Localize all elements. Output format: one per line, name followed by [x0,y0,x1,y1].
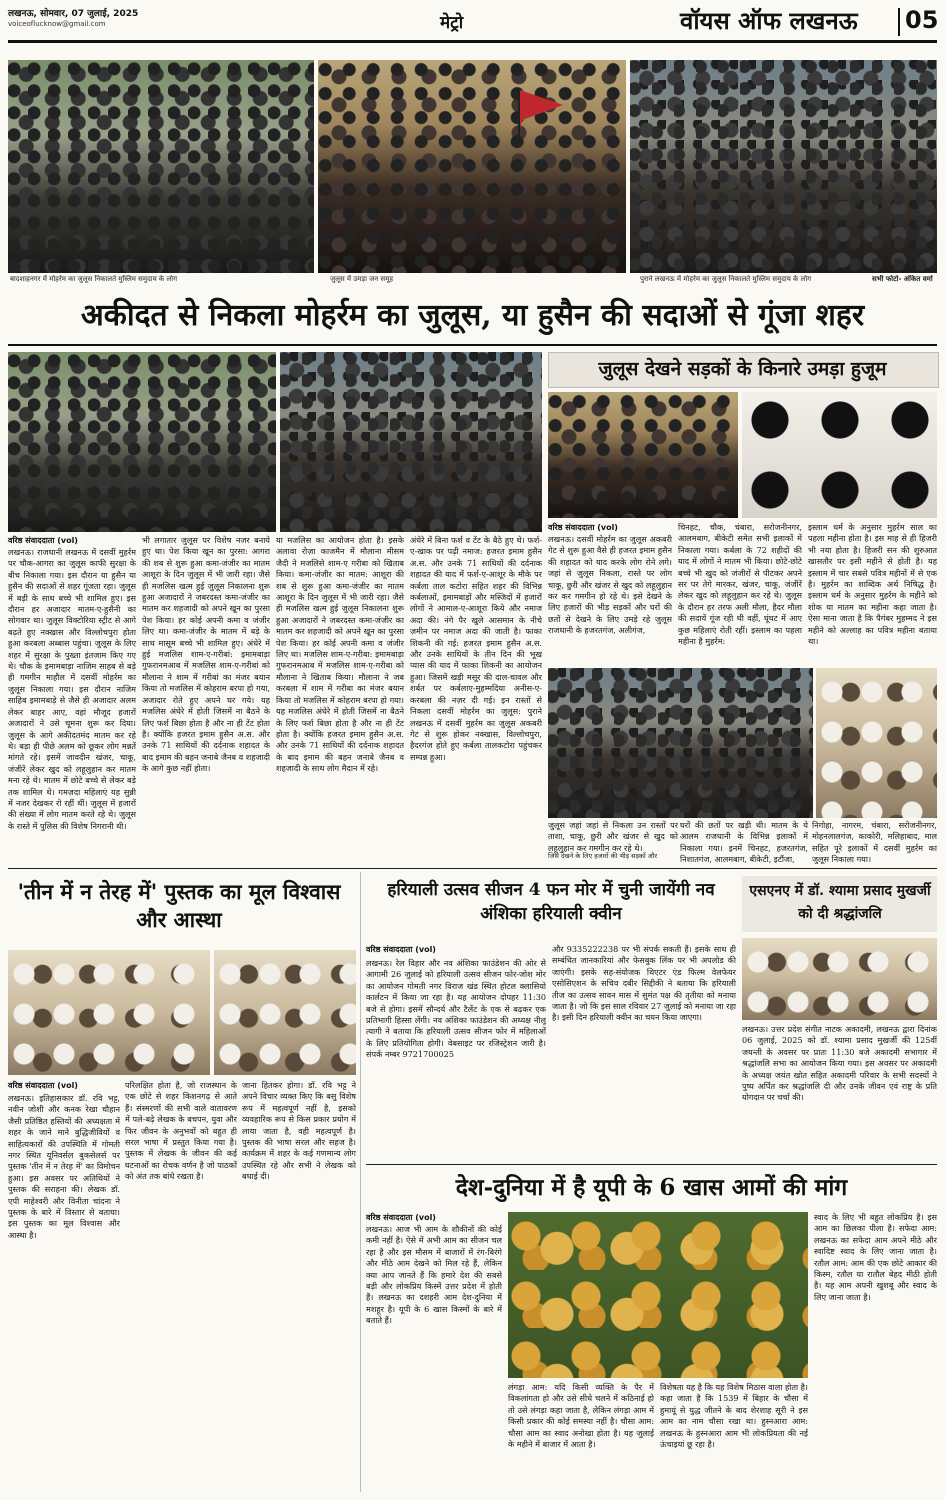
mango-col-3: विशेषता यह है कि यह विशेष मिठास वाला होता है। कहा जाता है कि 1539 में बिहार के चौसा में हुमायूं से युद्ध जीतने के बाद शेरशाह सूरी ने इस आम का नाम चौसा रखा था। हुस्नआरा आम: लखनऊ के हुस्नआरा आम भी लोकप्रियता की नई ऊंचाइयां छू रहा है। [660,1382,808,1450]
side-byline: वरिष्ठ संवाददाता (vol) [548,523,618,532]
mango-photo [508,1212,808,1378]
side-bottom-col-3: निगोहा, नागरम, चंबारा, सरोजनीनगर, मोहनलालगंज, काकोरी, मलिहाबाद, माल सहित पूरे इलाकों में दसवीं मुहर्रम का जुलूस निकाला गया। [812,820,937,864]
top-photo-caption-1: बादशाहनगर में मोहर्रम का जुलूस निकालते मुस्लिम समुदाय के लोग [10,275,178,283]
mango-col-2: लंगड़ा आम: यदि किसी व्यक्ति के पैर में विकलांगता हो और उसे सीधे चलने में कठिनाई हो तो उसे लंगड़ा कहा जाता है, लेकिन लंगड़ा आम में किसी प्रकार की कोई समस्या नहीं है। चौसा आम: चौसा आम का स्वाद अनोखा होता है। यह जुलाई के महीने में बाजार में आता है। [508,1382,654,1450]
masthead-date: लखनऊ, सोमवार, 07 जुलाई, 2025 [8,9,139,19]
photo-credit: सभी फोटो- अंकित वर्मा [872,275,933,283]
side-col-1: लखनऊ। दसवीं मोहर्रम का जुलूस अकबरी गेट से शुरू हुआ वैसे ही हजरत इमाम हुसैन की शहादत को याद करके लोग रोने लगे। जहां से जुलूस निकला, रास्ते पर लोग चाकू, छुरी और खंजर से खुद को लहूलुहान कर कर गमगीन हो रहे थे। इसे देखने के लिए हजारों की भीड़ सड़कों और घरों की छतों से देखने के लिए उमड़े रहे जुलूस राजधानी के हजरतगंज, अलीगंज, [548,534,672,636]
book-photo-1 [8,950,210,1075]
top-photo-caption-3: पुराने लखनऊ में मोहर्रम का जुलूस निकालते मुस्लिम समुदाय के लोग [640,275,812,283]
book-col-2: परिलक्षित होता है, जो राजस्थान के एक छोटे से शहर किशनगढ़ से आते हैं। संस्मरणों की सभी वाले वातावरण में पले-बढ़े लेखक के बचपन, युवा और फिर जीवन के अनुभवों को बहुत ही सरल भाषा में प्रस्तुत किया गया है। पुस्तक में लेखक के जीवन की कई घटनाओं का रोचक वर्णन है जो पाठकों को अंत तक बांधे रखता है। [125,1080,237,1182]
masthead-rule [8,40,937,43]
book-col-1: लखनऊ। इतिहासकार डॉ. रवि भट्ट, नवीन जोशी और कनक रेखा चौहान जैसी प्रतिष्ठित हस्तियों की अध्यक्षता में शहर के जाने माने बुद्धिजीवियों व साहित्यकारों की उपस्थिति में गोमती नगर स्थित यूनिवर्सल बुकसेलर्स पर पुस्तक 'तीन में न तेरह में' का विमोचन हुआ। इस अवसर पर अतिथियों ने पुस्तक की सराहना की। लेखक डॉ. एपी माहेश्वरी और विनीता चांदना ने पुस्तक के बारे में विस्तार से बताया। इस पुस्तक का मूल विश्वास और आस्था है। [8,1093,120,1240]
masthead-email: voiceoflucknow@gmail.com [8,20,106,28]
section-title: मेट्रो [440,13,464,33]
book-col-3: जाना हितकर होगा। डॉ. रवि भट्ट ने अपने विचार व्यक्त किए कि बसु विशेष रूप में महत्वपूर्ण नहीं है, इसको व्यवहारिक रूप से किस प्रकार प्रयोग में लाया जाता है, वही महत्वपूर्ण है। पुस्तक की भाषा सरल और सहज है। कार्यक्रम में शहर के कई गणमान्य लोग उपस्थित रहे और सभी ने लेखक को बधाई दी। [242,1080,356,1182]
book-headline: 'तीन में न तेरह में' पुस्तक का मूल विश्वास और आस्था [17,879,341,932]
book-photo-2 [214,950,356,1075]
page-number: 05 [905,6,939,34]
main-col-3: या मजलिस का आयोजन होता है। इसके अलावा रोज़ा काजमैन में मौलाना मीसम जैदी ने मजलिसे शाम-ए गरीबा को खिताब किया। कमा-जंजीर का मातम: आशूरा की शब से शुरू हुआ कमा-जंजीर का मातम आशूरा के दिन जुलूस में भी जारी रहा। जैसे ही मजलिस खत्म हुई जुलूस निकालना शुरू हुआ अजादारों ने जबरदस्त कमा-जंजीर का मातम कर शहजादी को अपने खून का पुरसा पेश किया। हर कोई अपनी कमा व जंजीर लिए था। मजलिस शाम-ए-गरीबा: इमामबाड़ा गुफरानमआब में मजलिस शाम-ए-गरीबा को मौलाना ने खिताब किया। मौलाना ने जब करबला में शाम में गरीबा का मंजर बयान किया तो मजलिस में कोहराम बरपा हो गया। यह मजलिस अंधेरे में होती जिसमें ना बैठने के लिए फर्श बिछा होता है और ना ही टेंट होता है। क्योंकि हजरत इमाम हुसैन अ.स. और उनके 71 साथियों की दर्दनाक शहादत के बाद इमाम की बहन जनाबे जैनब व शहजादी के साथ लोग मैदान में रहे। [276,535,404,774]
side-col-2: चिनहट, चौक, चंबारा, सरोजनीनगर, आलमबाग, बीकेटी समेत सभी इलाकों में निकाला गया। कर्बला के 72 शहीदों की याद में लोगों ने मातम भी किया। छोटे-छोटे बच्चे भी खुद को जंजीरों से पीटकर अपने सर पर तेगे मारकर, खंजर, चाकू, जंजीरें लेकर खुद को लहूलुहान कर रहे थे। जुलूस के दौरान हर तरफ अली मौला, हैदर मौला की सदायें गूंज रही थी वहीं, घूंघट में आए कुछ महिलाएं रोती रहीं। इस्लाम का पहला महीना है मुहर्रम: [678,522,802,647]
section-divider [8,868,937,869]
headline-rule [8,344,937,346]
side-bottom-col-2: जिसे देखने के लिए हजारों की भीड़ सड़कों और [548,852,658,860]
mango-col-1: लखनऊ। आज भी आम के शौकीनों की कोई कमी नहीं है। ऐसे में अभी आम का सीजन चल रहा है और इस मौसम में बाजारों में रंग-बिरंगे और मीठे आम देखने को मिल रहे हैं, लेकिन क्या आप जानते हैं कि हमारे देश की सबसे बड़ी और लोकप्रिय किस्में उत्तर प्रदेश में होती हैं। लखनऊ का दशहरी आम देश-दुनिया में मशहूर है। यूपी के 6 खास किस्मों के बारे में बताते हैं। [366,1224,502,1326]
top-photo-2 [318,60,626,273]
side-photo-3 [548,668,813,818]
tribute-photo [742,938,937,1020]
tribute-headline: एसएनए में डॉ. श्यामा प्रसाद मुखर्जी को दी श्रद्धांजलि [749,883,931,922]
masthead-divider [898,8,900,36]
book-byline: वरिष्ठ संवाददाता (vol) [8,1081,78,1090]
mango-byline: वरिष्ठ संवाददाता (vol) [366,1213,436,1222]
main-col-2: भी लगातार जुलूस पर विशेष नजर बनाये हुए था। पेश किया खून का पुरसा: आगरा की शब से शुरू हुआ कमा-जंजीर का मातम आशूरा के दिन जुलूस में भी जारी रहा। जैसे ही मजलिस खत्म हुई जुलूस निकालना शुरू हुआ अजादारों ने जबरदस्त कमा-जंजीर का मातम कर शहजादी को अपने खून का पुरसा पेश किया। हर कोई अपनी कमा व जंजीर लिए था। कमा-जंजीर के मातम में बड़े के साथ मासूम बच्चे भी शामिल हुए। अंधेरे में हुई मजलिस शाम-ए-गरीबां: इमामबाड़ा गुफरानमआब में मजलिस शाम-ए-गरीबां को मौलाना ने शाम में गरीबां का मंजर बयान किया तो मजलिस में कोहराम बरपा हो गया, अजादार रोते हुए अपने घर गये। यह मजलिस अंधेरे में होती जिसमें ना बैठने के लिए फर्श बिछा होता है और ना ही टेंट होता है। क्योंकि हजरत इमाम हुसैन अ.स. और उनके 71 साथियों की दर्दनाक शहादत के बाद इमाम की बहन जनाबे जैनब व शहजादी के आगे कुछ नहीं होता। [142,535,270,774]
main-photo-strip-caption: जुलूस जहां जहां से निकला उन रास्तों पर ताशा, चाकू, छुरी और खंजर से खुद को लहूलुहान कर गमगीन कर रहे थे। [548,820,678,853]
main-byline: वरिष्ठ संवाददाता (vol) [8,536,78,545]
hariyali-col-1: लखनऊ। रेल विहार और नव अंशिका फाउंडेशन की ओर से आगामी 26 जुलाई को हरियाली उत्सव सीजन फोर-जोश मोर का आयोजन गोमती नगर विराज खंड स्थित होटल क्लासियो कार्लटन में किया जा रहा है। यह आयोजन दोपहर 11:30 बजे से होगा। इसमें सौन्दर्य और टैलेंट के एक से बढ़कर एक प्रतिभागी हिस्सा लेंगी। नव अंशिका फाउंडेशन की अध्यक्ष नीलू त्यागी ने बताया कि हरियाली उत्सव सीजन फोर में महिलाओं के लिए प्रतियोगिता होगी। वेबसाइट पर रजिस्ट्रेशन जारी है। संपर्क नम्बर 9721700025 [366,958,546,1060]
masthead [0,0,945,46]
side-photo-2 [742,392,937,518]
main-col-4: अंधेरे में बिना फर्श व टेंट के बैठे हुए थे। फर्श-ए-खाक पर पढ़ी नमाज: हजरत इमाम हुसैन अ.स. और उनके 71 साथियों की दर्दनाक शहादत की याद में फर्श-ए-आशूर के मौके पर कर्बला ताल कटोरा सहित शहर की विभिन्न कर्बलाओं, इमामबाड़ों और मस्जिदों में हजारों लोगों ने आमाल-ए-आशूरा किये और नमाज अदा की। नंगे पैर खुले आसमान के नीचे ज़मीन पर नमाज अदा की जाती है। फाका शिकनी की गई: हजरत इमाम हुसैन अ.स. और उनके साथियों के तीन दिन की भूख प्यास की याद में फाका शिकनी का आयोजन हुआ। जिसमें खड़ी मसूर की दाल-चावल और शर्बत पर कर्बलाए-मुहम्मदिया अनीस-ए-करबला की नज़र दी गई। इन रास्तों से निकला दसवीं मोहर्रम का जुलूस: पुराने लखनऊ में दसवीं मुहर्रम का जुलूस अकबरी गेट से शुरू होकर नक्खास, विल्लोचपुरा, हैदरगंज होते हुए कर्बला तालकटोरा पहुंचकर सम्पन्न हुआ। [410,535,542,762]
main-photo-1 [8,352,276,532]
top-photo-1 [8,60,314,273]
mango-headline: देश-दुनिया में है यूपी के 6 खास आमों की मांग [455,1174,848,1201]
side-bottom-col-1: घरों की छतों पर खड़ी थी। मातम के ये आलम राजधानी के विभिन्न इलाकों में निकाला गया। इनमें चिनहट, हजरतगंज, निशातगंज, आलमबाग, बीकेटी, इटौंजा, [680,820,808,864]
hariyali-col-2: और 9335222238 पर भी संपर्क सकती हैं। इसके साथ ही सम्बंधित जानकारियां और फेसबुक लिंक पर भी अपलोड की जाएंगी। इसके सह-संयोजक थिएटर एंड फिल्म वेलफेयर एसोसिएशन के सचिव दबीर सिद्दीकी ने बताया कि हरियाली तीज का उत्सव सावन मास में सुमंत पक्ष की तृतीया को मनाया जाता है। जो कि इस साल रविवार 27 जुलाई को मनाया जा रहा है। इसी दिन हरियाली क्वीन का चयन किया जाएगा। [552,944,736,1023]
top-photo-caption-2: जुलूस में उमड़ा जन समूह [330,275,394,283]
top-photo-3 [630,60,937,273]
main-headline: अकीदत से निकला मोहर्रम का जुलूस, या हुसैन की सदाओं से गूंजा शहर [80,298,865,333]
side-photo-1 [548,392,738,518]
side-photo-4 [816,668,937,818]
mango-col-4: स्वाद के लिए भी बहुत लोकप्रिय है। इस आम का छिलका पीला है। सफेदा आम: लखनऊ का सफेदा आम अपने मीठे और स्वादिष्ट स्वाद के लिए जाना जाता है। रतौल आम: आम की एक छोटे आकार की किस्म, रतौल या रातौल बेहद मीठी होती है। यह आम अपनी खुशबू और स्वाद के लिए जाना जाता है। [814,1212,937,1302]
tribute-body: लखनऊ। उत्तर प्रदेश संगीत नाटक अकादमी, लखनऊ द्वारा दिनांक 06 जुलाई, 2025 को डॉ. श्यामा प्रसाद मुखर्जी की 125वीं जयन्ती के अवसर पर प्रातः 11:30 बजे अकादमी सभागार में श्रद्धांजलि सभा का आयोजन किया गया। इस अवसर पर अकादमी के अध्यक्ष जयंत खोत सहित अकादमी परिवार के सभी सदस्यों ने पुष्प अर्पित कर श्रद्धांजलि दी और उनके जीवन एवं राष्ट्र के प्रति योगदान पर चर्चा की। [742,1024,937,1103]
mango-divider [366,1164,937,1165]
paper-name: वॉयस ऑफ लखनऊ [680,6,858,35]
side-col-3: इस्लाम धर्म के अनुसार मुहर्रम साल का पहला महीना होता है। इस माह से ही हिजरी भी नया होता है। हिजरी सन की शुरुआत खासतौर पर इसी महीने से होती है। यह इस्लाम में चार सबसे पवित्र महीनों में से एक है। मुहर्रम का शाब्दिक अर्थ निषिद्ध है। इस्लाम धर्म के अनुसार मुहर्रम के महीने को शोक या मातम का महीना कहा जाता है। ऐसा माना जाता है कि पैगंबर मुहम्मद ने इस महीने को अल्लाह का पवित्र महीना बताया था। [808,522,937,647]
hariyali-byline: वरिष्ठ संवाददाता (vol) [366,945,436,954]
flag-icon [508,85,568,145]
hariyali-headline: हरियाली उत्सव सीजन 4 फन मोर में चुनी जायेंगी नव अंशिका हरियाली क्वीन [387,880,715,924]
main-col-1: लखनऊ। राजधानी लखनऊ में दसवीं मुहर्रम पर चौक-आगरा का जुलूस काफी सुरक्षा के बीच निकाला गया। इस दौरान या हुसैन या हुसैन की सदाओं से शहर गूंजता रहा। जुलूस में बड़ी के साथ बच्चे भी शामिल हुए। इस दौरान हर अजादार मातम-ए-हुसैनी का सोगवार था। जुलूस विक्टोरिया स्ट्रीट से आगे बढ़ते हुए नक्खास और विल्लोचपुरा होता हुआ करबला अब्बास पहुंचा। जुलूस के लिए शहर में सुरक्षा के पुख्ता इंतजाम किए गए थे। चौक के इमामबाड़ा नाजिम साहब से बड़े ही गमगीन माहौल में दसवीं मोहर्रम का जुलूस निकाला गया। इस दौरान नाजिम साहिब इमामबाड़े से जैसे ही अजादार अलम लेकर बाहर आए, वहां मौजूद हजारों अजादारों ने उसे चूमना शुरू कर दिया। जुलूस के आगे अकीदतमंद मातम कर रहे थे। बड़ा ही पीछे अलम को छूकर लोग मन्नतें मांगते रहे। इसमें जावदीन खंजर, चाकू, जंजीरें लेकर खुद को लहूलुहान कर मातम मना रहे थे। मातम में छोटे बच्चे से लेकर बड़े तक शामिल थे। गमज़दा महिलाएं यह सुन्नी में नजर देखकर रो रहीं थीं। जुलूस में हजारों की संख्या में लोग मातम करते रहे थे। जुलूस के रास्ते में पुलिस की विशेष निगरानी थी। [8,547,136,831]
main-photo-2 [280,352,542,532]
book-divider [360,872,361,1492]
side-headline: जुलूस देखने सड़कों के किनारे उमड़ा हुजूम [598,358,887,380]
